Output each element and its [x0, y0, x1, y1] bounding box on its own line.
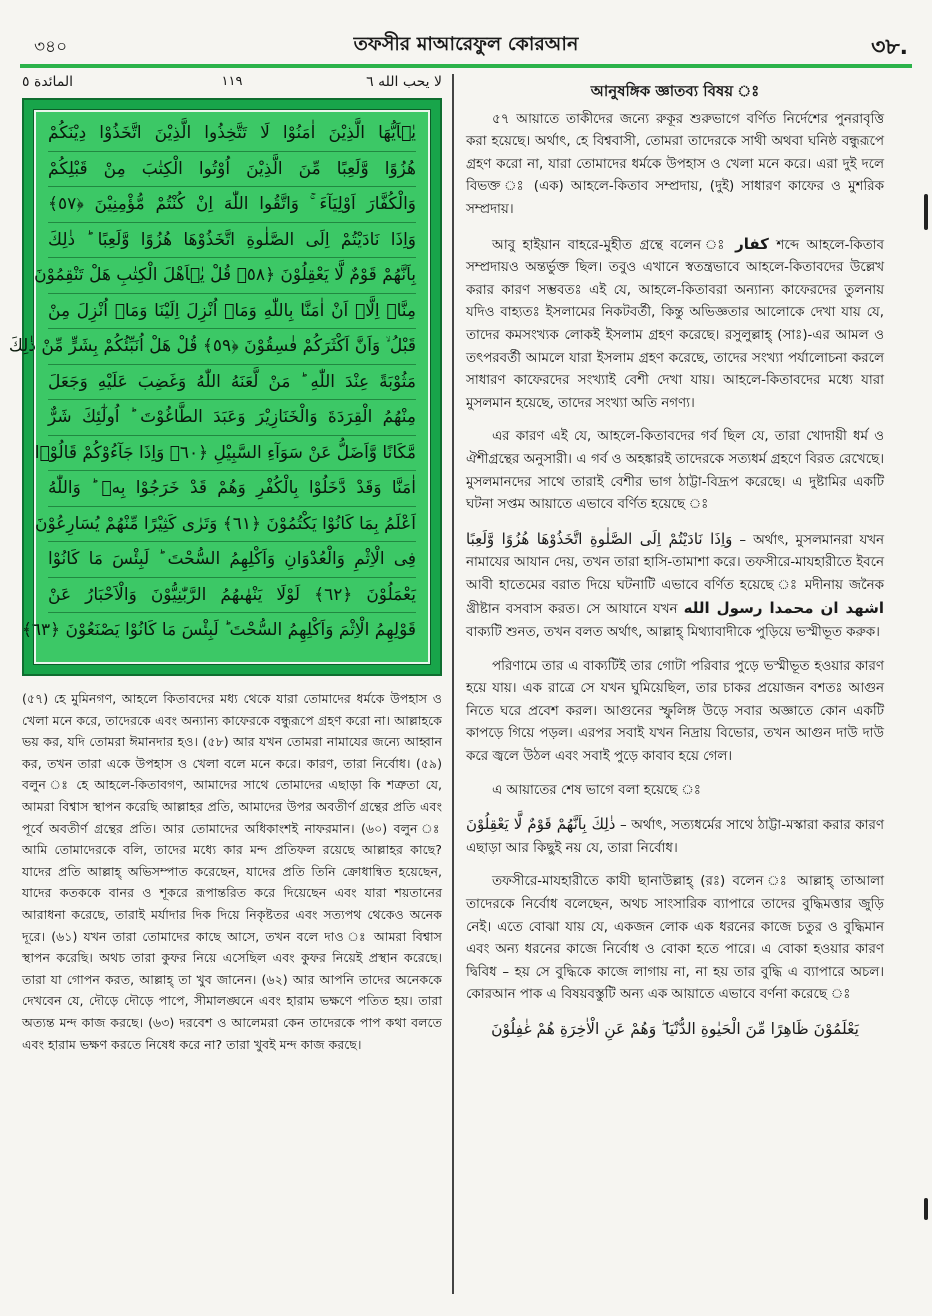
quran-line: قَبْلُ ۙ وَاَنَّ اَكْثَرَكُمْ فٰسِقُوْنَ ﴿٥٩﴾ قُلْ هَلْ اُنَبِّئُكُمْ بِشَرٍّ مِّنْ ذٰلِكَ: [48, 329, 416, 365]
quran-line: قَوْلِهِمُ الْاِثْمَ وَاَكْلِهِمُ السُّحْتَ ؕ لَبِئْسَ مَا كَانُوْا يَصْنَعُوْنَ ﴿٦٣﴾: [21, 620, 416, 640]
left-column: [8, 72, 442, 1055]
quran-line: يَعْمَلُوْنَ ﴿٦٢﴾ لَوْلَا يَنْهٰىهُمُ الرَّبّٰنِيُّوْنَ وَالْاَحْبَارُ عَنْ: [48, 578, 416, 614]
quran-text-panel: [8, 110, 430, 664]
juz-label: لا يحب الله ٦: [366, 74, 442, 90]
quran-line: مِنْهُمُ الْقِرَدَةَ وَالْخَنَازِيْرَ وَعَبَدَ الطَّاغُوْتَ ؕ اُولٰٓئِكَ شَرٌّ: [48, 400, 416, 436]
arabic-word: كفار: [735, 234, 769, 253]
quran-line: مَثُوْبَةً عِنْدَ اللّٰهِ ؕ مَنْ لَّعَنَهُ اللّٰهُ وَغَضِبَ عَلَيْهِ وَجَعَلَ: [48, 365, 416, 401]
commentary-paragraph: এর কারণ এই যে, আহলে-কিতাবদের গর্ব ছিল যে, তারা খোদায়ী ধর্ম ও ঐশীগ্রন্থের অনুসারী। এ গর্ব ও অহঙ্কারই তাদেরকে সত্যধর্ম গ্রহণে বিরত রেখেছে। মুসলমানদের সাথে তারাই বেশীর ভাগ ঠাট্টা-বিদ্রূপ করেছে। এ দুষ্টামির একটি ঘটনা সপ্তম আয়াতে এভাবে বর্ণিত হয়েছে ঃ: [466, 429, 884, 513]
quran-line: فِى الْاِثْمِ وَالْعُدْوَانِ وَاَكْلِهِمُ السُّحْتَ ؕ لَبِئْسَ مَا كَانُوْا: [48, 542, 416, 578]
translation-block: [22, 688, 442, 1055]
commentary-heading: আনুষঙ্গিক জ্ঞাতব্য বিষয় ঃ: [590, 82, 760, 100]
translation-text: (৫৭) হে মুমিনগণ, আহলে কিতাবদের মধ্য থেকে যারা তোমাদের ধর্মকে উপহাস ও খেলা মনে করে, তাদেরকে এবং অন্যান্য কাফেরকে বন্ধুরূপে গ্রহণ করো না। আল্লাহকে ভয় কর, যদি তোমরা ঈমানদার হও। (৫৮) আর যখন তোমরা নামাযের জন্যে আহ্বান কর, তখন তারা একে উপহাস ও খেলা বলে মনে করে। কারণ, তারা নির্বোধ। (৫৯) বলুন ঃ হে আহলে-কিতাবগণ, আমাদের সাথে তোমাদের এছাড়া কি শত্রুতা যে, আমরা বিশ্বাস স্থাপন করেছি আল্লাহর প্রতি, আমাদের উপর অবতীর্ণ গ্রন্থের প্রতি এবং পূর্বে অবতীর্ণ গ্রন্থের প্রতি। আর তোমাদের অধিকাংশই নাফরমান। (৬০) বলুন ঃ আমি তোমাদেরকে বলি, তাদের মধ্যে কার মন্দ প্রতিফল রয়েছে আল্লাহর কাছে? যাদের প্রতি আল্লাহ্ অভিসম্পাত করেছেন, যাদের প্রতি তিনি ক্রোধান্বিত হয়েছেন, যাদের কতককে বানর ও শূকরে রূপান্তরিত করে দিয়েছেন এবং যারা শয়তানের আরাধনা করেছে, তারাই মর্যাদার দিক দিয়ে নিকৃষ্টতর এবং সত্যপথ থেকেও অনেক দূরে। (৬১) যখন তারা তোমাদের কাছে আসে, তখন বলে দাও ঃ আমরা বিশ্বাস স্থাপন করেছি। অথচ তারা কুফর নিয়ে এসেছিল এবং কুফর নিয়েই প্রস্থান করেছে। তারা যা গোপন করত, আল্লাহ্ তা খুব জানেন। (৬২) আর আপনি তাদের অনেককে দেখবেন যে, দৌড়ে দৌড়ে পাপে, সীমালঙ্ঘনে এবং হারাম ভক্ষণে পতিত হয়। তারা অত্যন্ত মন্দ কাজ করছে। (৬৩) দরবেশ ও আলেমরা কেন তাদেরকে পাপ কথা বলতে এবং হারাম ভক্ষণ করতে নিষেধ করে না? তারা খুবই মন্দ কাজ করছে।: [22, 691, 442, 1052]
header-rule: [20, 64, 912, 68]
page-edge-mark: [924, 1198, 928, 1220]
quran-text-frame: [8, 98, 442, 676]
column-divider: [452, 74, 454, 1294]
commentary-paragraph: [466, 528, 884, 645]
quran-line: يٰۤاَيُّهَا الَّذِيْنَ اٰمَنُوْا لَا تَتَّخِذُوا الَّذِيْنَ اتَّخَذُوْا دِيْنَكُمْ: [48, 116, 416, 152]
quran-line: مَّكَانًا وَّاَضَلُّ عَنْ سَوَآءِ السَّبِيْلِ ﴿٦٠﴾ وَاِذَا جَآءُوْكُمْ قَالُوْۤا: [48, 436, 416, 472]
commentary-paragraph: পরিণামে তার এ বাক্যটিই তার গোটা পরিবার পুড়ে ভস্মীভূত হওয়ার কারণ হয়ে যায়। এক রাত্রে সে যখন ঘুমিয়েছিল, তার চাকর প্রয়োজন বশতঃ আগুন নিতে ঘরে প্রবেশ করল। আগুনের স্ফুলিঙ্গ উড়ে সবার অজ্ঞাতে কোন একটি কাপড়ে গিয়ে পড়ল। এরপর সবাই যখন নিদ্রায় বিভোর, তখন আগুন দাউ দাউ করে জ্বলে উঠল এবং সবাই পুড়ে কাবাব হয়ে গেল।: [466, 658, 884, 765]
paragraph-text: শব্দে আহলে-কিতাব সম্প্রদায়ও অন্তর্ভুক্ত ছিল। তবুও এখানে স্বতন্ত্রভাবে আহলে-কিতাবদের উল্লেখ করার কারণ সম্ভবতঃ এই যে, আহলে-কিতাবরা অন্যান্য কাফেরদের তুলনায় যদিও বাহ্যতঃ ইসলামের নিকটবর্তী, কিন্তু অভিজ্ঞতার আলোকে দেখা যায় যে, তাদের কমসংখ্যক লোকই ইসলাম গ্রহণ করেছে। রসুলুল্লাহ্ (সাঃ)-এর আমল ও তৎপরবর্তী আমলে যারা ইসলাম গ্রহণ করেছে, তাদের সংখ্যা পর্যালোচনা করলে সাধারণ কাফেরদের সংখ্যাই বেশী দেখা যায়। আহলে-কিতাবদের মধ্যে যারা মুসলমান হয়েছে, তাদের সংখ্যা অতি নগণ্য।: [466, 237, 884, 411]
quran-line: هُزُوًا وَّلَعِبًا مِّنَ الَّذِيْنَ اُوْتُوا الْكِتٰبَ مِنْ قَبْلِكُمْ: [48, 152, 416, 188]
quran-line: وَاِذَا نَادَيْتُمْ اِلَى الصَّلٰوةِ اتَّخَذُوْهَا هُزُوًا وَّلَعِبًا ؕ ذٰلِكَ: [48, 223, 416, 259]
surah-strip: [22, 72, 442, 94]
page-number-left: ৩৪০: [34, 37, 68, 57]
mushaf-page-number: ١١٩: [221, 74, 243, 89]
arabic-kalima: اشهد ان محمدا رسول الله: [683, 599, 884, 618]
arabic-verse-quote: يَعْلَمُوْنَ ظَاهِرًا مِّنَ الْحَيٰوةِ الدُّنْيَا ۖ وَهُمْ عَنِ الْاٰخِرَةِ هُمْ غٰفِلُوْنَ: [491, 1019, 859, 1038]
quran-line: بِاَنَّهُمْ قَوْمٌ لَّا يَعْقِلُوْنَ ﴿٥٨﴾ قُلْ يٰۤاَهْلَ الْكِتٰبِ هَلْ تَنْقِمُوْنَ: [48, 258, 416, 294]
running-title: তফসীর মাআরেফুল কোরআন: [353, 33, 579, 55]
paragraph-text: আবু হাইয়ান বাহরে-মুহীত গ্রন্থে বলেন ঃ: [492, 237, 728, 253]
page-header: [20, 26, 912, 64]
page-edge-mark: [924, 194, 928, 230]
quran-line: اَعْلَمُ بِمَا كَانُوْا يَكْتُمُوْنَ ﴿٦١﴾ وَتَرٰى كَثِيْرًا مِّنْهُمْ يُسَارِعُوْنَ: [48, 507, 416, 543]
paragraph-text: বাক্যটি শুনত, তখন বলত অর্থাৎ, আল্লাহ্ মিথ্যাবাদীকে পুড়িয়ে ভস্মীভূত করুক।: [466, 625, 880, 641]
commentary-paragraph: ৫৭ আয়াতে তাকীদের জন্যে রুকূর শুরুভাগে বর্ণিত নির্দেশের পুনরাবৃত্তি করা হয়েছে। অর্থাৎ, হে বিশ্ববাসী, তোমরা তাদেরকে সাথী অথবা ঘনিষ্ঠ বন্ধুরূপে গ্রহণ করো না, যারা তোমাদের ধর্মকে উপহাস ও খেলা মনে করে। এরা দুই দলে বিভক্ত ঃ (এক) আহলে-কিতাব সম্প্রদায়, (দুই) সাধারণ কাফের ও মুশরিক সম্প্রদায়।: [466, 111, 884, 217]
commentary-paragraph: এ আয়াতের শেষ ভাগে বলা হয়েছে ঃ: [492, 782, 701, 798]
commentary-paragraph: তফসীরে-মাযহারীতে কাযী ছানাউল্লাহ্ (রঃ) বলেন ঃ আল্লাহ্ তাআলা তাদেরকে নির্বোধ বলেছেন, অথচ সাংসারিক ব্যাপারে তাদের বুদ্ধিমত্তার জুড়ি নেই। এতে বোঝা যায় যে, একজন লোক এক ধরনের কাজে চতুর ও বুদ্ধিমান এবং অন্য ধরনের কাজে নির্বোধ ও বোকা হতে পারে। এ বোকা হওয়ার কারণ দ্বিবিধ – হয় সে বুদ্ধিকে কাজে লাগায় না, না হয় তার বুদ্ধি এ ব্যাপারে অচল। কোরআন পাক এ বিষয়বস্তুটি অন্য এক আয়াতে এভাবে বর্ণনা করেছে ঃ: [466, 874, 884, 1003]
commentary-paragraph: [466, 233, 884, 416]
quran-line: مِنَّاۤ اِلَّاۤ اَنْ اٰمَنَّا بِاللّٰهِ وَمَاۤ اُنْزِلَ اِلَيْنَا وَمَاۤ اُنْزِلَ مِنْ: [48, 294, 416, 330]
arabic-quote: ذٰلِكَ بِاَنَّهُمْ قَوْمٌ لَّا يَعْقِلُوْنَ: [466, 815, 616, 834]
commentary-paragraph: [466, 813, 884, 860]
commentary-column: [466, 80, 884, 1041]
surah-label: المائدة ٥: [22, 74, 74, 90]
paragraph-text: – অর্থাৎ, সত্যধর্মের সাথে ঠাট্টা-মস্কারা করার কারণ এছাড়া আর কিছুই নয় যে, তারা নির্বোধ।: [466, 818, 885, 856]
quran-line: اٰمَنَّا وَقَدْ دَّخَلُوْا بِالْكُفْرِ وَهُمْ قَدْ خَرَجُوْا بِهٖ ؕ وَاللّٰهُ: [48, 471, 416, 507]
page-number-right: ৩৮.: [871, 35, 908, 60]
paragraph-text: – অর্থাৎ, মুসলমানরা যখন নামাযের আযান দেয়, তখন তারা হাসি-তামাশা করে। তফসীরে-মাযহারীতে ইবনে আবী হাতেমের বরাত দিয়ে ঘটনাটি এভাবে বর্ণিত হয়েছে ঃ মদীনায় জনৈক খ্রীষ্টান বসবাস করত। সে আযানে যখন: [466, 532, 884, 618]
arabic-quote: وَاِذَا نَادَيْتُمْ اِلَى الصَّلٰوةِ اتَّخَذُوْهَا هُزُوًا وَّلَعِبًا: [466, 529, 733, 548]
quran-line: وَالْكُفَّارَ اَوْلِيَآءَ ۚ وَاتَّقُوا اللّٰهَ اِنْ كُنْتُمْ مُّؤْمِنِيْنَ ﴿٥٧﴾: [48, 187, 416, 223]
